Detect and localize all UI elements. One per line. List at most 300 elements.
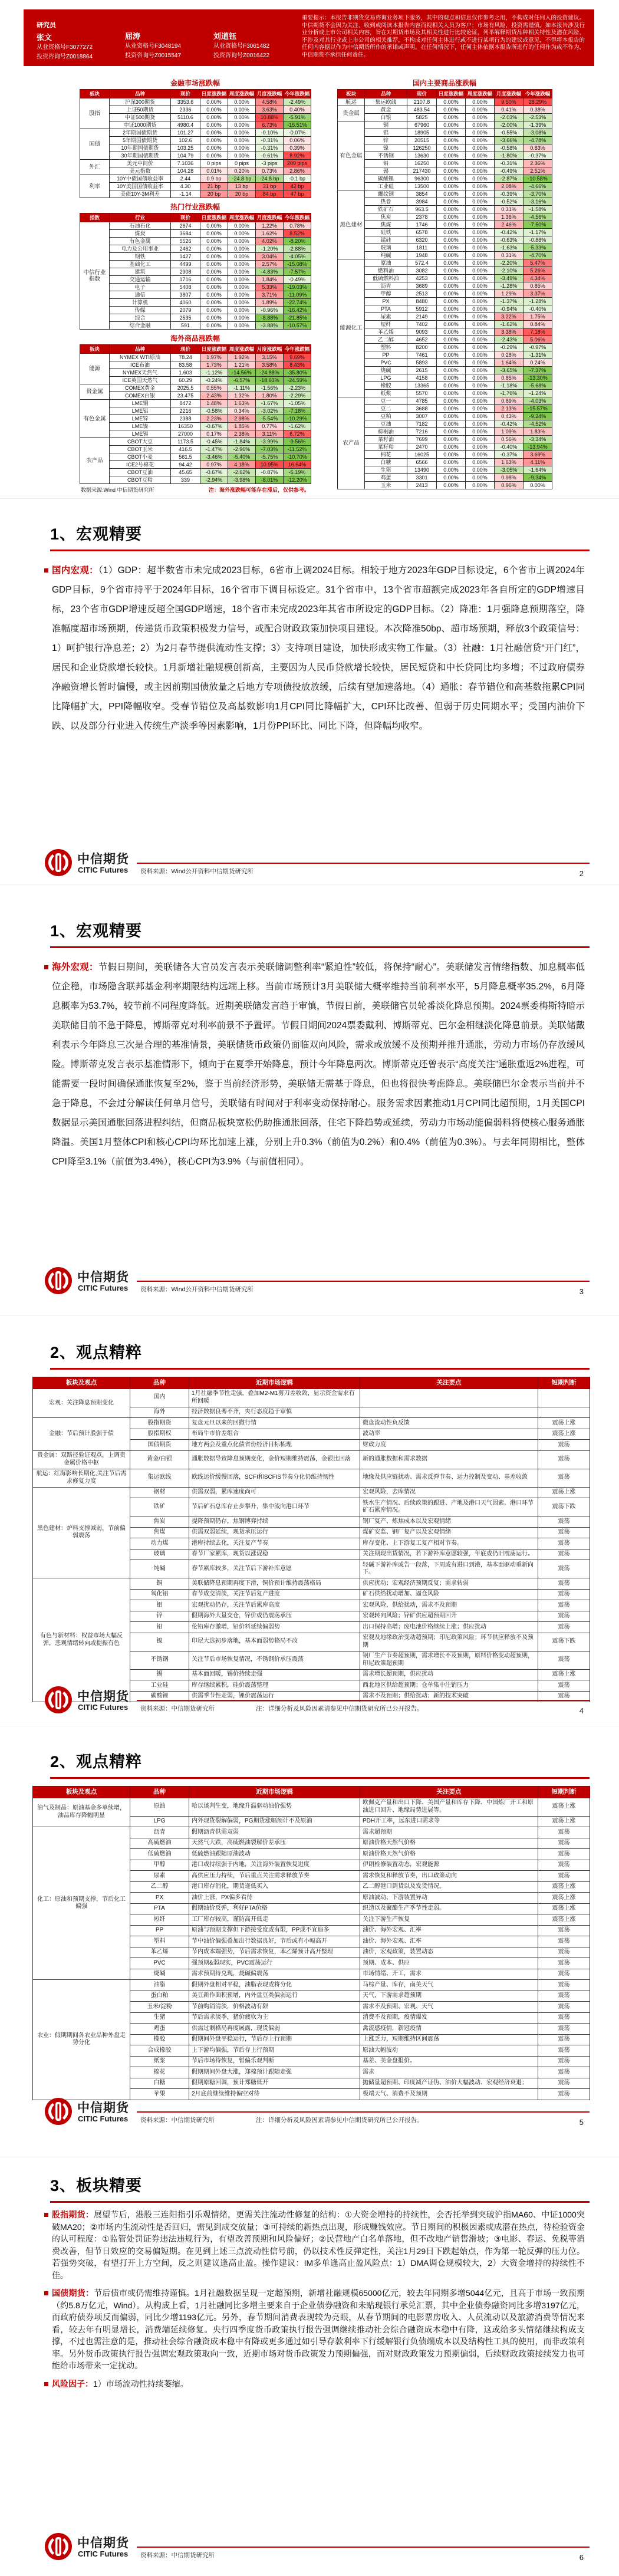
change-cell: 0.00% bbox=[228, 245, 256, 253]
change-cell: 0.00% bbox=[437, 305, 466, 313]
column-header: 板块 bbox=[80, 90, 110, 98]
price-cell: 20515 bbox=[407, 137, 437, 144]
short-term-view-cell: 震荡 bbox=[538, 1622, 590, 1633]
change-cell: 8.92% bbox=[284, 152, 311, 160]
change-cell: 4.58% bbox=[256, 98, 284, 106]
market-logic-cell: 通胀数据导致降息预期变化，金价短期维持震荡，金银比回落 bbox=[189, 1450, 360, 1469]
table-row bbox=[80, 392, 311, 400]
change-cell: -3.02% bbox=[256, 407, 284, 415]
variety-cell: 股指期货 bbox=[130, 1418, 189, 1429]
column-header: 现价 bbox=[171, 90, 200, 98]
instrument-cell: PP bbox=[365, 351, 407, 359]
change-cell: -0.97% bbox=[523, 344, 552, 351]
change-cell: 0.00% bbox=[437, 298, 466, 305]
views-row bbox=[33, 1469, 590, 1487]
change-cell: 0.17% bbox=[200, 430, 228, 438]
table-notes bbox=[80, 486, 311, 494]
instrument-cell: 综合金融 bbox=[110, 322, 171, 330]
market-logic-cell: 假期原糖回调，预计郑糖低开 bbox=[189, 2078, 360, 2089]
instrument-cell: 原油 bbox=[365, 259, 407, 267]
table-row bbox=[80, 284, 311, 291]
instrument-cell: CBOT豆粕 bbox=[110, 476, 171, 484]
focus-cell: 天气，下游需求超预期 bbox=[360, 1991, 538, 2002]
change-cell: -8.20% bbox=[284, 238, 311, 245]
change-cell: -24.8 bp bbox=[228, 175, 256, 183]
market-logic-cell: 低硫燃油跟随原油波动 bbox=[189, 1849, 360, 1860]
instrument-cell: 交通运输 bbox=[110, 276, 171, 284]
column-header: 周度涨跌幅 bbox=[228, 345, 256, 354]
column-header: 现价 bbox=[171, 345, 200, 354]
table-row bbox=[338, 305, 552, 313]
price-cell: 3984 bbox=[407, 198, 437, 206]
change-cell: -0.49% bbox=[284, 276, 311, 284]
instrument-cell: COMEX黄金 bbox=[110, 384, 171, 392]
macro-overseas-paragraph bbox=[44, 958, 585, 1172]
price-cell: 591 bbox=[171, 322, 200, 330]
price-cell: 8472 bbox=[171, 400, 200, 407]
short-term-view-cell: 震荡 bbox=[538, 1947, 590, 1958]
focus-cell: PDH开工率，远东进口需求等 bbox=[360, 1816, 538, 1827]
change-cell: -0.37% bbox=[523, 152, 552, 160]
change-cell: -1.05% bbox=[284, 400, 311, 407]
variety-cell: 低硫燃油 bbox=[130, 1849, 189, 1860]
short-term-view-cell: 震荡 bbox=[538, 1980, 590, 1991]
change-cell: -2.94% bbox=[200, 476, 228, 484]
change-cell: 0 pips bbox=[200, 160, 228, 167]
instrument-cell: 传媒 bbox=[110, 307, 171, 314]
change-cell: 0.00% bbox=[437, 336, 466, 344]
instrument-cell: 生猪 bbox=[365, 466, 407, 474]
footer-source bbox=[140, 2116, 423, 2124]
section-rule bbox=[50, 2201, 590, 2203]
change-cell: 5.06% bbox=[523, 336, 552, 344]
focus-cell: 需求恢复和释放节奏，出口政策动向 bbox=[360, 1871, 538, 1882]
table-row bbox=[80, 261, 311, 268]
change-cell: -1.58% bbox=[523, 206, 552, 213]
market-table bbox=[337, 89, 552, 489]
variety-cell: PX bbox=[130, 1893, 189, 1904]
market-logic-cell: 港口库存消化，期货逢低买入 bbox=[189, 1881, 360, 1893]
short-term-view-cell: 震荡上涨 bbox=[538, 1893, 590, 1904]
focus-cell: 消费不及预期，疫情爆发 bbox=[360, 2012, 538, 2024]
instrument-cell: 黄金 bbox=[365, 106, 407, 114]
market-logic-cell: 港口或持续强于内地，关注海外装置恢复进度 bbox=[189, 1860, 360, 1871]
change-cell: 0.00% bbox=[437, 221, 466, 229]
change-cell: -5.54% bbox=[256, 415, 284, 423]
short-term-view-cell: 震荡上涨 bbox=[538, 1418, 590, 1429]
change-cell: -1.47% bbox=[200, 446, 228, 453]
market-logic-cell: 内外现货裂解偏弱，PG期货涨幅预计不及原油 bbox=[189, 1816, 360, 1827]
views-table bbox=[32, 1786, 590, 2100]
table-row bbox=[80, 369, 311, 377]
column-header: 日度涨跌幅 bbox=[200, 345, 228, 354]
change-cell: 0.00% bbox=[200, 144, 228, 152]
instrument-cell: 鸡蛋 bbox=[365, 474, 407, 482]
short-term-view-cell: 震荡 bbox=[538, 1527, 590, 1538]
short-term-view-cell: 震荡 bbox=[538, 2089, 590, 2100]
focus-cell: 轻碱下游补库或告一段落，下周或有进口到港，基本面驱动重新向下。 bbox=[360, 1560, 538, 1578]
change-cell: 2.23% bbox=[200, 415, 228, 423]
change-cell: -3.05% bbox=[495, 466, 523, 474]
column-header: 关注要点 bbox=[360, 1377, 538, 1389]
table-row bbox=[80, 238, 311, 245]
short-term-view-cell: 震荡 bbox=[538, 1991, 590, 2002]
variety-cell: 尿素 bbox=[130, 1871, 189, 1882]
variety-cell: PP bbox=[130, 1925, 189, 1936]
instrument-cell: 硅铁 bbox=[365, 229, 407, 236]
change-cell: -2.00% bbox=[495, 121, 523, 129]
short-term-view-cell: 震荡 bbox=[538, 1860, 590, 1871]
focus-cell: 抛储量超预期、印度减产证伪、油价大幅波动、宏观经济衰退； bbox=[360, 2078, 538, 2089]
change-cell: -9.34% bbox=[523, 474, 552, 482]
table-row bbox=[80, 476, 311, 484]
change-cell: -35.80% bbox=[284, 369, 311, 377]
change-cell: -7.50% bbox=[523, 221, 552, 229]
table-row bbox=[338, 482, 552, 489]
change-cell: 0.00% bbox=[466, 298, 495, 305]
table-row bbox=[338, 374, 552, 382]
views-row bbox=[33, 1980, 590, 1991]
change-cell: 3.58% bbox=[256, 361, 284, 369]
focus-cell: 波动率 bbox=[360, 1429, 538, 1440]
change-cell: 1.63% bbox=[228, 400, 256, 407]
table-row bbox=[80, 106, 311, 114]
change-cell: 1.48% bbox=[200, 400, 228, 407]
source-text: 资料来源：中信期货研究所 bbox=[140, 1705, 215, 1712]
price-cell: 13490 bbox=[407, 466, 437, 474]
change-cell: 0.00% bbox=[437, 129, 466, 137]
price-cell: 561.5 bbox=[171, 453, 200, 461]
variety-cell: 铁矿 bbox=[130, 1498, 189, 1516]
market-logic-cell: 地方两会及重点化债省份经济目标梳理 bbox=[189, 1440, 360, 1451]
change-cell: 0.00% bbox=[200, 284, 228, 291]
table-row bbox=[80, 322, 311, 330]
change-cell: -1.56% bbox=[256, 384, 284, 392]
change-cell: 0.00% bbox=[466, 443, 495, 451]
table-row bbox=[338, 175, 552, 183]
table-row bbox=[80, 469, 311, 476]
change-cell: -0.42% bbox=[495, 229, 523, 236]
price-cell: 3353.6 bbox=[171, 98, 200, 106]
change-cell: -0.40% bbox=[523, 305, 552, 313]
market-logic-cell: 上下游均偏强，节后存上行预期 bbox=[189, 2045, 360, 2057]
column-header: 月度涨跌幅 bbox=[256, 345, 284, 354]
price-cell: 5408 bbox=[171, 284, 200, 291]
change-cell: 0.00% bbox=[466, 267, 495, 275]
change-cell: -3.70% bbox=[523, 190, 552, 198]
table-row bbox=[338, 190, 552, 198]
change-cell: -4.70% bbox=[523, 252, 552, 259]
instrument-cell: 10Y美国国债收益率 bbox=[110, 183, 171, 190]
research-banner bbox=[24, 9, 594, 66]
focus-cell: 矿石供给扰动增加、逼仓风险 bbox=[360, 1589, 538, 1600]
table-row bbox=[80, 384, 311, 392]
table-row bbox=[338, 198, 552, 206]
brand-name-en: CITIC Futures bbox=[78, 1284, 129, 1292]
table-row bbox=[338, 390, 552, 397]
instrument-cell: 尿素 bbox=[365, 313, 407, 321]
change-cell: 0.00% bbox=[437, 328, 466, 336]
change-cell: 0.00% bbox=[466, 221, 495, 229]
price-cell: 4.30 bbox=[171, 183, 200, 190]
change-cell: -7.57% bbox=[284, 268, 311, 276]
change-cell: 0 pips bbox=[228, 160, 256, 167]
change-cell: -0.61% bbox=[256, 152, 284, 160]
table-row bbox=[80, 438, 311, 446]
change-cell: 0.00% bbox=[466, 359, 495, 367]
change-cell: -3.16% bbox=[523, 198, 552, 206]
change-cell: 1.36% bbox=[495, 213, 523, 221]
variety-cell: 铝 bbox=[130, 1600, 189, 1611]
price-cell: 6320 bbox=[407, 236, 437, 244]
focus-cell: 库存变化、上下游复工复产相对节奏。 bbox=[360, 1538, 538, 1549]
change-cell: 16.64% bbox=[284, 461, 311, 469]
price-cell: 78.24 bbox=[171, 354, 200, 361]
change-cell: 0.00% bbox=[466, 252, 495, 259]
price-cell: 104.79 bbox=[171, 152, 200, 160]
focus-cell: 铁水生产情况、后续政策的跟进、产地及港口天气因素、港口环节矿石累库情况。 bbox=[360, 1498, 538, 1516]
focus-cell: 财政力度 bbox=[360, 1440, 538, 1451]
change-cell: 0.00% bbox=[437, 413, 466, 420]
instrument-cell: 美债10Y-3M利差 bbox=[110, 190, 171, 198]
change-cell: 0.00% bbox=[200, 261, 228, 268]
change-cell: 1.85% bbox=[228, 423, 256, 430]
change-cell: -0.67% bbox=[200, 423, 228, 430]
change-cell: -1.62% bbox=[495, 321, 523, 328]
change-cell: 5.33% bbox=[256, 284, 284, 291]
short-term-view-cell: 震荡 bbox=[538, 1838, 590, 1849]
domestic-table-title: 国内主要商品涨跌幅 bbox=[412, 79, 476, 87]
price-cell: 8480 bbox=[407, 298, 437, 305]
instrument-cell: 建筑 bbox=[110, 268, 171, 276]
price-cell: 8200 bbox=[407, 344, 437, 351]
change-cell: 0.00% bbox=[437, 160, 466, 167]
citic-logo-icon bbox=[44, 848, 73, 877]
price-cell: 101.27 bbox=[171, 129, 200, 137]
change-cell: -8.01% bbox=[256, 476, 284, 484]
change-cell: 0.00% bbox=[466, 405, 495, 413]
focus-cell bbox=[360, 1407, 538, 1418]
focus-cell: 新的通胀数据和需求数据 bbox=[360, 1450, 538, 1469]
change-cell: 0.00% bbox=[466, 428, 495, 436]
change-cell: 0.00% bbox=[228, 230, 256, 238]
change-cell: 8.52% bbox=[284, 230, 311, 238]
change-cell: 0.00% bbox=[466, 397, 495, 405]
table-row bbox=[80, 245, 311, 253]
table-row bbox=[80, 137, 311, 144]
focus-cell: 原油波动、下游装置异动 bbox=[360, 1893, 538, 1904]
change-cell: 3.37% bbox=[523, 290, 552, 298]
sector-view-cell: 有色与新材料：权益市场大幅反弹，悲观情绪转向或提振有色 bbox=[33, 1578, 130, 1702]
change-cell: -2.23% bbox=[284, 384, 311, 392]
focus-cell bbox=[360, 1389, 538, 1407]
change-cell: 0.77% bbox=[256, 423, 284, 430]
table-row bbox=[80, 400, 311, 407]
instrument-cell: NYMEX天然气 bbox=[110, 369, 171, 377]
column-header: 现价 bbox=[407, 90, 437, 98]
variety-cell: 海外 bbox=[130, 1407, 189, 1418]
change-cell: 0.00% bbox=[228, 268, 256, 276]
table-row bbox=[80, 183, 311, 190]
short-term-view-cell: 震荡 bbox=[538, 2012, 590, 2024]
change-cell: -3 pips bbox=[256, 160, 284, 167]
board-paragraph-equity bbox=[44, 2209, 585, 2281]
instrument-cell: 棕榈油 bbox=[365, 428, 407, 436]
short-term-view-cell: 震荡 bbox=[538, 2002, 590, 2013]
price-cell: 3082 bbox=[407, 267, 437, 275]
change-cell: 0.00% bbox=[228, 106, 256, 114]
variety-cell: 塑料 bbox=[130, 1936, 189, 1947]
change-cell: 6.73% bbox=[256, 121, 284, 129]
table-row bbox=[338, 420, 552, 428]
change-cell: 0.00% bbox=[200, 322, 228, 330]
table-row bbox=[80, 299, 311, 307]
change-cell: 0.00% bbox=[437, 351, 466, 359]
table-row bbox=[338, 160, 552, 167]
citic-logo-icon bbox=[44, 2532, 73, 2561]
table-row bbox=[338, 397, 552, 405]
table-row bbox=[338, 459, 552, 466]
instrument-cell: 菜籽粕 bbox=[365, 443, 407, 451]
group-cell: 中信行业指数 bbox=[80, 222, 110, 330]
change-cell: 0.00% bbox=[466, 313, 495, 321]
price-cell: 2.44 bbox=[171, 175, 200, 183]
change-cell: 0.00% bbox=[437, 175, 466, 183]
change-cell: -24.8 bp bbox=[256, 175, 284, 183]
instrument-cell: ICE2号棉花 bbox=[110, 461, 171, 469]
industry-table-title: 热门行业涨跌幅 bbox=[170, 203, 220, 211]
change-cell: 0.00% bbox=[228, 144, 256, 152]
table-row bbox=[80, 129, 311, 137]
table-row bbox=[338, 267, 552, 275]
page-5 bbox=[0, 1726, 619, 2157]
focus-cell: 极端天气、消费不及预期 bbox=[360, 2089, 538, 2100]
change-cell: 0.00% bbox=[437, 144, 466, 152]
change-cell: -24.59% bbox=[284, 377, 311, 384]
change-cell: 0.00% bbox=[466, 290, 495, 298]
instrument-cell: 热卷 bbox=[365, 198, 407, 206]
market-logic-cell: 节后矿石总库存止步攀升，集中流向港口环节 bbox=[189, 1498, 360, 1516]
price-cell: 1427 bbox=[171, 253, 200, 261]
table-row bbox=[338, 244, 552, 252]
change-cell: 0.00% bbox=[228, 307, 256, 314]
change-cell: -4.03% bbox=[523, 397, 552, 405]
group-cell: 农产品 bbox=[338, 397, 365, 489]
change-cell: 0.00% bbox=[200, 238, 228, 245]
change-cell: -7.03% bbox=[256, 446, 284, 453]
price-cell: 4980.4 bbox=[171, 121, 200, 129]
instrument-cell: 锡 bbox=[365, 167, 407, 175]
price-cell: 67960 bbox=[407, 121, 437, 129]
group-cell: 贵金属 bbox=[80, 384, 110, 400]
change-cell: 0.00% bbox=[466, 106, 495, 114]
variety-cell: 苯乙烯 bbox=[130, 1947, 189, 1958]
change-cell: -1.31% bbox=[523, 351, 552, 359]
price-cell: 5893 bbox=[407, 359, 437, 367]
market-logic-cell: 供需双弱延续，现货承压运行 bbox=[189, 1527, 360, 1538]
market-logic-cell: 提降预期仍存，焦钢博弈持续 bbox=[189, 1516, 360, 1528]
change-cell: -11.52% bbox=[284, 446, 311, 453]
market-logic-cell: 高供应压力持续，节后重点关注需求释放节奏 bbox=[189, 1871, 360, 1882]
change-cell: 0.00% bbox=[200, 152, 228, 160]
instrument-cell: 基础化工 bbox=[110, 261, 171, 268]
change-cell: 0.00% bbox=[437, 167, 466, 175]
instrument-cell: 烧碱 bbox=[365, 367, 407, 374]
column-header: 月度涨跌幅 bbox=[256, 213, 284, 222]
price-cell: 2025.5 bbox=[171, 384, 200, 392]
change-cell: 0.39% bbox=[284, 144, 311, 152]
market-logic-cell: 美豆新作面积预增，内外盘豆类偏弱运行 bbox=[189, 1991, 360, 2002]
change-cell: 0.00% bbox=[466, 98, 495, 106]
table-row bbox=[338, 290, 552, 298]
price-cell: 16025 bbox=[407, 451, 437, 459]
price-cell: 5110.6 bbox=[171, 114, 200, 121]
focus-cell: 基差、美金盘报价。 bbox=[360, 2056, 538, 2067]
change-cell: -0.67% bbox=[200, 469, 228, 476]
price-cell: 3684 bbox=[171, 230, 200, 238]
change-cell: 0.00% bbox=[228, 276, 256, 284]
focus-cell: 宏观转向风险；锌矿供应超预期回升 bbox=[360, 1611, 538, 1622]
change-cell: 0.00% bbox=[200, 245, 228, 253]
focus-cell: 禽流感疫情，新冠疫情 bbox=[360, 2024, 538, 2035]
instrument-cell: 铝 bbox=[365, 129, 407, 137]
change-cell: -1.24% bbox=[523, 390, 552, 397]
change-cell: -10.58% bbox=[523, 175, 552, 183]
instrument-cell: 5年期国债期货 bbox=[110, 137, 171, 144]
column-header: 日度涨跌幅 bbox=[200, 213, 228, 222]
table-row bbox=[80, 230, 311, 238]
change-cell: 0.00% bbox=[437, 290, 466, 298]
instrument-cell: 不锈钢 bbox=[365, 152, 407, 160]
change-cell: 0.00% bbox=[437, 367, 466, 374]
change-cell: -5.91% bbox=[284, 114, 311, 121]
variety-cell: 氧化铝 bbox=[130, 1589, 189, 1600]
brand-name: 中信期货 bbox=[77, 2101, 129, 2115]
column-header: 板块及观点 bbox=[33, 1377, 130, 1389]
variety-cell: 镍 bbox=[130, 1633, 189, 1651]
instrument-cell: 玉米 bbox=[365, 482, 407, 489]
change-cell: 0.00% bbox=[200, 291, 228, 299]
focus-cell: 供应扰动；宏观经济预期反复；需求转弱 bbox=[360, 1578, 538, 1590]
change-cell: 0.00% bbox=[466, 198, 495, 206]
researcher-block bbox=[125, 14, 208, 62]
change-cell: 0.00% bbox=[437, 405, 466, 413]
table-row bbox=[80, 253, 311, 261]
change-cell: 0.24% bbox=[523, 359, 552, 367]
change-cell: -1.39% bbox=[523, 121, 552, 129]
table-row bbox=[80, 461, 311, 469]
table-row bbox=[338, 351, 552, 359]
market-logic-cell: 供需双弱，累库速度尚可 bbox=[189, 1487, 360, 1498]
column-header: 今年涨跌幅 bbox=[284, 90, 311, 98]
table-row bbox=[338, 321, 552, 328]
table-row bbox=[80, 190, 311, 198]
footer-source bbox=[140, 2551, 256, 2559]
section-rule bbox=[50, 550, 590, 551]
change-cell: 0.00% bbox=[228, 253, 256, 261]
market-logic-cell: 节后市场待恢复，暂偏乐观判断 bbox=[189, 2056, 360, 2067]
sector-view-cell: 金融：节后预计股强于债 bbox=[33, 1418, 130, 1451]
instrument-cell: 30年期国债期货 bbox=[110, 152, 171, 160]
change-cell: 0.00% bbox=[466, 474, 495, 482]
table-row bbox=[80, 415, 311, 423]
footer-note: 注：详细分析及风险因素请参见中信期货研究所已公开报告。 bbox=[256, 1705, 423, 1712]
change-cell: -1.12% bbox=[200, 369, 228, 377]
variety-cell: 玻璃 bbox=[130, 1549, 189, 1560]
change-cell: 47 bp bbox=[284, 190, 311, 198]
table-row bbox=[338, 137, 552, 144]
change-cell: 1.29% bbox=[495, 290, 523, 298]
